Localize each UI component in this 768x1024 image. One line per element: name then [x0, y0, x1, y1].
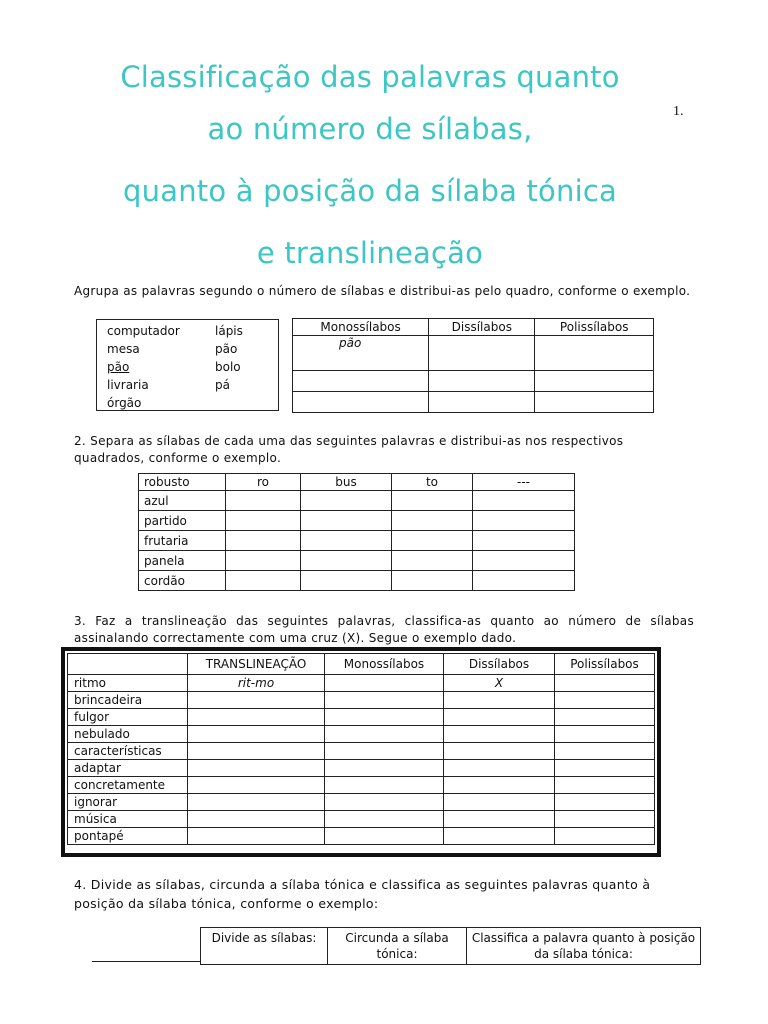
word-cell: frutaria: [139, 531, 226, 551]
mark-cell[interactable]: [444, 828, 555, 845]
title-line-2: ao número de sílabas,: [207, 112, 533, 146]
divider-line: [92, 961, 200, 962]
translineacao-cell[interactable]: [188, 811, 325, 828]
syllable-cell[interactable]: [301, 571, 392, 591]
header-monossilabos: Monossílabos: [325, 654, 444, 675]
word: lápis: [215, 324, 243, 338]
mark-cell[interactable]: [444, 743, 555, 760]
syllable-cell[interactable]: [301, 531, 392, 551]
mark-cell[interactable]: [325, 777, 444, 794]
mark-cell[interactable]: [555, 760, 655, 777]
word: pá: [215, 378, 230, 392]
mark-cell[interactable]: [444, 726, 555, 743]
translineacao-cell[interactable]: [188, 692, 325, 709]
syllable-cell[interactable]: [392, 551, 473, 571]
word-cell: ignorar: [68, 794, 188, 811]
mark-cell[interactable]: [555, 777, 655, 794]
word: bolo: [215, 360, 241, 374]
title-line-1: Classificação das palavras quanto: [120, 60, 620, 94]
example-syllable: to: [392, 474, 473, 491]
word: mesa: [107, 342, 140, 356]
word-cell: música: [68, 811, 188, 828]
word-cell: adaptar: [68, 760, 188, 777]
ex3-table: [67, 653, 655, 845]
title-line-4: e translineação: [256, 236, 484, 270]
word: órgão: [107, 396, 142, 410]
answer-cell[interactable]: [535, 371, 654, 392]
translineacao-cell[interactable]: [188, 828, 325, 845]
syllable-cell[interactable]: [301, 491, 392, 511]
mark-cell[interactable]: [325, 692, 444, 709]
word: livraria: [107, 378, 149, 392]
example-word: pão: [339, 336, 362, 350]
syllable-cell[interactable]: [226, 511, 301, 531]
ex2-table: [138, 473, 575, 591]
mark-cell[interactable]: [555, 828, 655, 845]
ex3-table-frame: [61, 647, 661, 857]
header-polissilabos: Polissílabos: [555, 654, 655, 675]
syllable-cell[interactable]: [392, 531, 473, 551]
translineacao-cell[interactable]: [188, 743, 325, 760]
mark-cell[interactable]: [325, 726, 444, 743]
example-translineacao: rit-mo: [188, 675, 325, 692]
mark-cell[interactable]: [444, 811, 555, 828]
ex1-instruction: Agrupa as palavras segundo o número de sílabas e distribui-as pelo quadro, conforme o exemplo.: [74, 284, 691, 298]
mark-cell[interactable]: [325, 743, 444, 760]
syllable-cell[interactable]: [392, 491, 473, 511]
header-polissilabos: Polissílabos: [535, 319, 654, 336]
translineacao-cell[interactable]: [188, 777, 325, 794]
ex3-instruction: 3. Faz a translineação das seguintes palavras, classifica-as quanto ao número de sílabas assinalando correctamente com uma cruz (X). Segue o exemplo dado.: [74, 614, 694, 645]
mark-cell[interactable]: [325, 811, 444, 828]
mark-cell[interactable]: [555, 675, 655, 692]
syllable-cell[interactable]: [473, 491, 575, 511]
mark-cell[interactable]: [444, 794, 555, 811]
ex1-word-box: [96, 319, 279, 411]
example-cross-mark: X: [444, 675, 555, 692]
mark-cell[interactable]: [325, 760, 444, 777]
mark-cell[interactable]: [555, 726, 655, 743]
word-cell: pontapé: [68, 828, 188, 845]
translineacao-cell[interactable]: [188, 760, 325, 777]
word-cell: ritmo: [68, 675, 188, 692]
word-cell: brincadeira: [68, 692, 188, 709]
word-cell: fulgor: [68, 709, 188, 726]
syllable-cell[interactable]: [301, 551, 392, 571]
header-circunda: Circunda a sílaba tónica:: [328, 928, 467, 965]
answer-cell[interactable]: [429, 371, 535, 392]
header-monossilabos: Monossílabos: [293, 319, 429, 336]
word: computador: [107, 324, 180, 338]
page-number: 1.: [673, 104, 684, 119]
answer-cell[interactable]: [535, 336, 654, 371]
header-blank: [68, 654, 188, 675]
syllable-cell[interactable]: [226, 571, 301, 591]
mark-cell[interactable]: [555, 743, 655, 760]
ex4-instruction: 4. Divide as sílabas, circunda a sílaba tónica e classifica as seguintes palavras quanto à posição da sílaba tónica, conforme o exemplo:: [74, 877, 651, 911]
answer-cell[interactable]: [535, 392, 654, 413]
ex1-table: [292, 318, 654, 413]
syllable-cell[interactable]: [226, 531, 301, 551]
title-line-3: quanto à posição da sílaba tónica: [123, 174, 617, 208]
example-syllable: ro: [226, 474, 301, 491]
mark-cell[interactable]: [555, 692, 655, 709]
syllable-cell[interactable]: [392, 511, 473, 531]
ex4-table: [200, 927, 701, 965]
syllable-cell[interactable]: [301, 511, 392, 531]
mark-cell[interactable]: [325, 675, 444, 692]
header-translineacao: TRANSLINEAÇÃO: [188, 654, 325, 675]
mark-cell[interactable]: [325, 709, 444, 726]
word-underlined: pão: [107, 360, 130, 374]
mark-cell[interactable]: [325, 794, 444, 811]
word-cell: cordão: [139, 571, 226, 591]
syllable-cell[interactable]: [473, 551, 575, 571]
syllable-cell[interactable]: [473, 571, 575, 591]
translineacao-cell[interactable]: [188, 726, 325, 743]
mark-cell[interactable]: [444, 692, 555, 709]
word-cell: concretamente: [68, 777, 188, 794]
example-word: robusto: [139, 474, 226, 491]
mark-cell[interactable]: [555, 794, 655, 811]
syllable-cell[interactable]: [226, 551, 301, 571]
example-syllable: bus: [301, 474, 392, 491]
word-cell: panela: [139, 551, 226, 571]
syllable-cell[interactable]: [473, 531, 575, 551]
answer-cell[interactable]: [293, 392, 429, 413]
word-cell: nebulado: [68, 726, 188, 743]
example-syllable: ---: [473, 474, 575, 491]
mark-cell[interactable]: [555, 811, 655, 828]
answer-cell[interactable]: [429, 392, 535, 413]
word: pão: [215, 342, 238, 356]
header-dissilabos: Dissílabos: [429, 319, 535, 336]
mark-cell[interactable]: [444, 709, 555, 726]
mark-cell[interactable]: [325, 828, 444, 845]
mark-cell[interactable]: [444, 777, 555, 794]
header-classifica: Classifica a palavra quanto à posição da sílaba tónica:: [467, 928, 701, 965]
ex2-instruction: 2. Separa as sílabas de cada uma das seguintes palavras e distribui-as nos respectivos quadrados, conforme o exemplo.: [74, 434, 624, 465]
answer-cell[interactable]: [293, 371, 429, 392]
translineacao-cell[interactable]: [188, 794, 325, 811]
header-dissilabos: Dissílabos: [444, 654, 555, 675]
mark-cell[interactable]: [555, 709, 655, 726]
word-cell: azul: [139, 491, 226, 511]
header-divide: Divide as sílabas:: [201, 928, 328, 965]
word-cell: características: [68, 743, 188, 760]
syllable-cell[interactable]: [226, 491, 301, 511]
translineacao-cell[interactable]: [188, 709, 325, 726]
syllable-cell[interactable]: [392, 571, 473, 591]
word-cell: partido: [139, 511, 226, 531]
answer-cell[interactable]: [429, 336, 535, 371]
syllable-cell[interactable]: [473, 511, 575, 531]
mark-cell[interactable]: [444, 760, 555, 777]
